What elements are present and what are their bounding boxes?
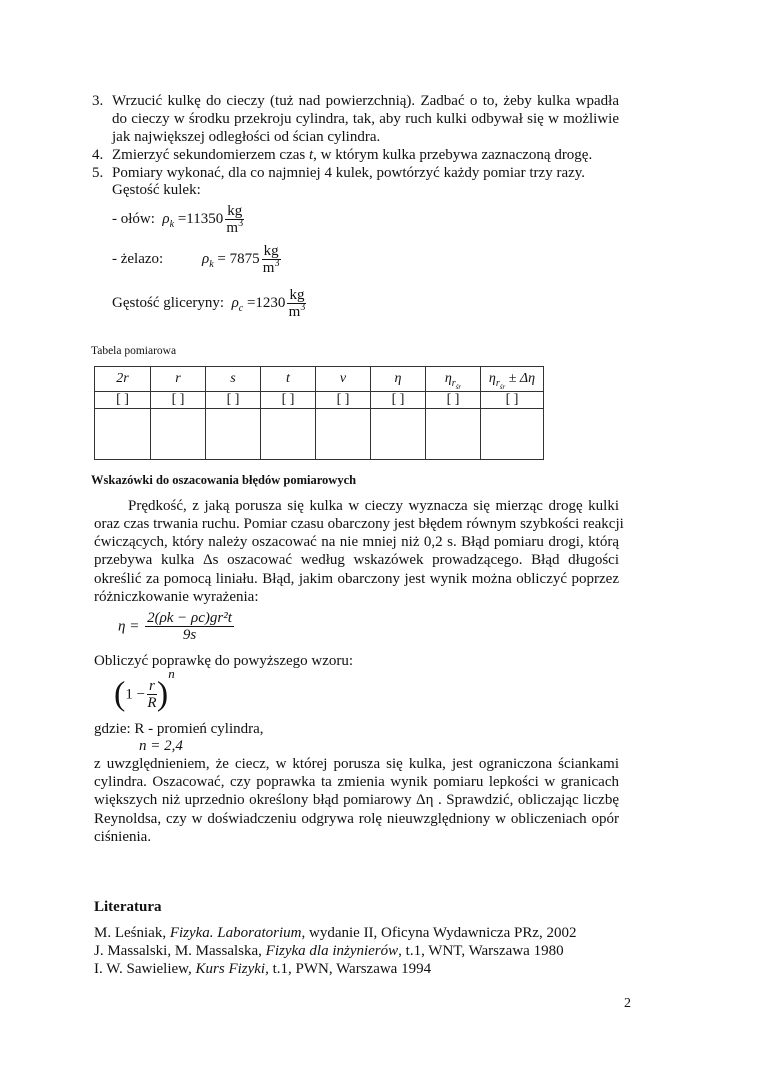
hints-para-line: Prędkość, z jaką porusza się kulka w cieczy wyznacza się mierząc drogę kulki (128, 498, 619, 514)
where-line: gdzie: R - promień cylindra, (94, 721, 264, 737)
step-4-text: Zmierzyć sekundomierzem czas t, w którym kulka przebywa zaznaczoną drogę. (112, 147, 593, 163)
unit-cell: [ ] (206, 392, 261, 409)
hints-para-line: przebywa kulka Δs oszacować według wskazówek prowadzącego. Błąd długości (94, 552, 619, 568)
hints-para-line: ćwiczących, który należy oszacować na nie mniej niż 0,2 s. Błąd pomiaru drogi, którą (94, 534, 619, 550)
hints-para-line: większych niż uprzednio określony błąd pomiarowy Δη . Sprawdzić, obliczając liczbę (94, 792, 619, 808)
header-cell: r (151, 367, 206, 392)
lead-density: - ołów: $\rho_k =11350$ $\frac{kg}{m^3}$ (112, 203, 244, 236)
density-heading: Gęstość kulek: (112, 182, 201, 198)
header-cell: s (206, 367, 261, 392)
iron-density: - żelazo: $\rho_k = 7875$ $\frac{kg}{m^3}$ (112, 243, 280, 276)
step-3-line: Wrzucić kulkę do cieczy (tuż nad powierzchnią). Zadbać o to, żeby kulka wpadła (112, 93, 619, 109)
unit-cell: [ ] (316, 392, 371, 409)
header-cell: v (316, 367, 371, 392)
step-number: 4. (92, 147, 104, 163)
viscosity-formula: η = $\frac{\text{2(ρk − ρc)gr²t}}{9s}$ (118, 610, 232, 643)
n-value: n = 2,4 (139, 738, 183, 754)
unit-cell: [ ] (95, 392, 151, 409)
reference-item: M. Leśniak, Fizyka. Laboratorium, wydanie II, Oficyna Wydawnicza PRz, 2002 (94, 925, 577, 941)
header-cell: t (261, 367, 316, 392)
reference-item: J. Massalski, M. Massalska, Fizyka dla inżynierów, t.1, WNT, Warszawa 1980 (94, 943, 564, 959)
hints-para-line: cylindra. Oszacować, czy poprawka ta zmienia wynik pomiaru lepkości w granicach (94, 774, 619, 790)
table-units-row (95, 392, 544, 409)
hints-para-line: ciśnienia. (94, 829, 152, 845)
correction-intro: Obliczyć poprawkę do powyższego wzoru: (94, 653, 354, 669)
table-caption: Tabela pomiarowa (91, 345, 177, 357)
glycerin-density: Gęstość gliceryny: $\rho_c =1230$ $\frac{kg}{m^3}$ (112, 287, 306, 320)
literature-heading: Literatura (94, 899, 162, 915)
hints-para-line: różniczkowanie wyrażenia: (94, 589, 259, 605)
measurement-table (94, 366, 544, 460)
header-cell: 2r (95, 367, 151, 392)
page-number: 2 (624, 996, 631, 1011)
step-5-text: Pomiary wykonać, dla co najmniej 4 kulek, powtórzyć każdy pomiar trzy razy. (112, 165, 586, 181)
step-number: 5. (92, 165, 104, 181)
step-number: 3. (92, 93, 104, 109)
header-cell: η (371, 367, 426, 392)
table-empty-row (95, 409, 544, 460)
unit-cell: [ ] (371, 392, 426, 409)
unit-cell: [ ] (426, 392, 481, 409)
unit-cell: [ ] (151, 392, 206, 409)
header-cell: $\eta_{r_{śr}}$ (426, 367, 481, 392)
correction-formula: (1 − $\frac{r}{R}$ )$^n$ (114, 666, 175, 713)
table-header-row (95, 367, 544, 392)
unit-cell: [ ] (481, 392, 544, 409)
hints-para-line: określić za pomocą liniału. Błąd, jakim obarczony jest wynik można obliczyć poprzez (94, 571, 619, 587)
header-cell: $\eta_{r_{śr}} \pm \Delta\eta$ (481, 367, 544, 392)
hints-para-line: Reynoldsa, czy w doświadczeniu odgrywa rolę nieuwzględniony w obliczeniach opór (94, 811, 619, 827)
reference-item: I. W. Sawieliew, Kurs Fizyki, t.1, PWN, Warszawa 1994 (94, 961, 432, 977)
unit-cell: [ ] (261, 392, 316, 409)
step-3-line: do cieczy w środku przekroju cylindra, tak, aby ruch kulki odbywał się w możliwie (112, 111, 619, 127)
hints-para-line: z uwzględnieniem, że ciecz, w której porusza się kulka, jest ograniczona ściankami (94, 756, 619, 772)
hints-heading: Wskazówki do oszacowania błędów pomiarowych (91, 473, 357, 487)
hints-para-line: oraz czas trwania ruchu. Pomiar czasu obarczony jest błędem równym szybkości reakcji (94, 516, 624, 532)
step-3-line: jak największej odległości od ścian cylindra. (112, 129, 381, 145)
